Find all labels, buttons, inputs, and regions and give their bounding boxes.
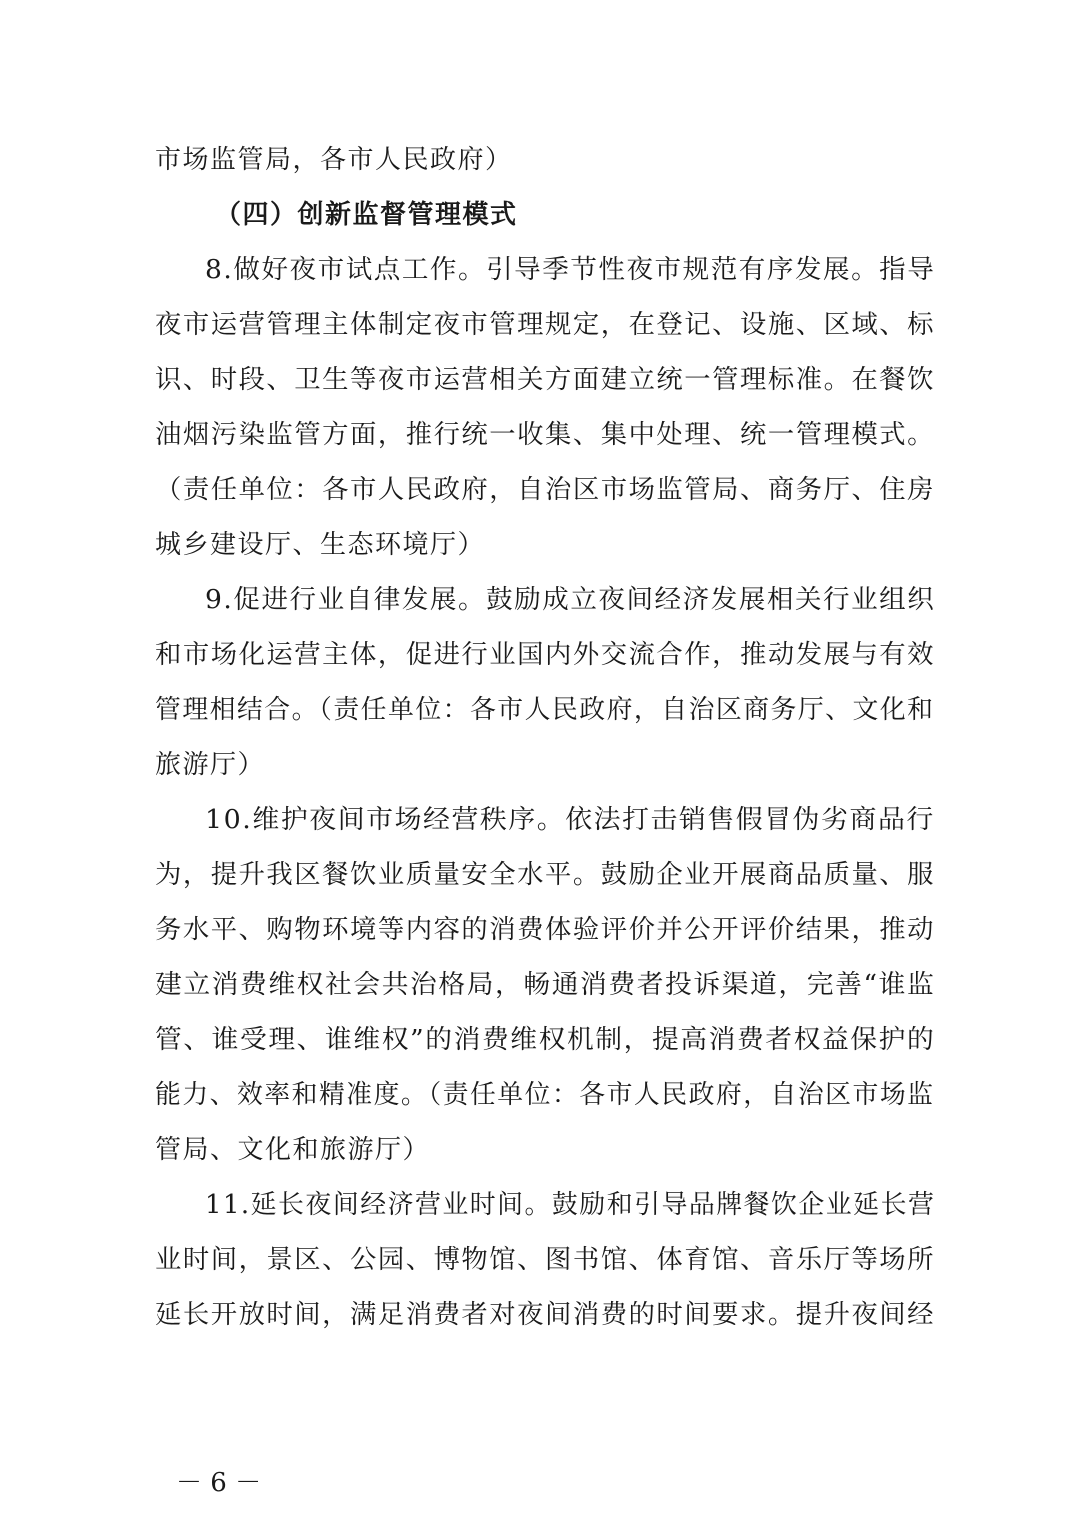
body-line: （责任单位：各市人民政府，自治区市场监管局、商务厅、住房 [155, 475, 936, 505]
body-line: 油烟污染监管方面，推行统一收集、集中处理、统一管理模式。 [155, 420, 936, 450]
body-line: 管局、文化和旅游厅） [155, 1135, 431, 1165]
body-line: 能力、效率和精准度。（责任单位：各市人民政府，自治区市场监 [155, 1080, 935, 1110]
body-line: 延长开放时间，满足消费者对夜间消费的时间要求。提升夜间经 [155, 1300, 936, 1330]
body-line: 和市场化运营主体，促进行业国内外交流合作，推动发展与有效 [155, 640, 936, 670]
body-line: 城乡建设厅、生态环境厅） [155, 530, 486, 560]
body-line: 管理相结合。（责任单位：各市人民政府，自治区商务厅、文化和 [155, 695, 935, 725]
body-line: 市场监管局，各市人民政府） [155, 145, 513, 175]
body-line: 11.延长夜间经济营业时间。鼓励和引导品牌餐饮企业延长营 [205, 1190, 936, 1220]
body-line: 旅游厅） [155, 750, 266, 780]
section-heading: （四）创新监督管理模式 [215, 200, 518, 230]
body-line: 夜市运营管理主体制定夜市管理规定，在登记、设施、区域、标 [155, 310, 936, 340]
body-line: 9.促进行业自律发展。鼓励成立夜间经济发展相关行业组织 [205, 585, 936, 615]
body-line: 建立消费维权社会共治格局，畅通消费者投诉渠道，完善“谁监 [155, 970, 936, 1000]
page-number: － 6 － [176, 1468, 262, 1498]
body-line: 为，提升我区餐饮业质量安全水平。鼓励企业开展商品质量、服 [155, 860, 936, 890]
body-line: 业时间，景区、公园、博物馆、图书馆、体育馆、音乐厅等场所 [155, 1245, 936, 1275]
body-line: 识、时段、卫生等夜市运营相关方面建立统一管理标准。在餐饮 [155, 365, 936, 395]
body-line: 10.维护夜间市场经营秩序。依法打击销售假冒伪劣商品行 [205, 805, 935, 835]
body-line: 管、谁受理、谁维权”的消费维权机制，提高消费者权益保护的 [155, 1025, 936, 1055]
body-line: 8.做好夜市试点工作。引导季节性夜市规范有序发展。指导 [205, 255, 936, 285]
body-line: 务水平、购物环境等内容的消费体验评价并公开评价结果，推动 [155, 915, 936, 945]
